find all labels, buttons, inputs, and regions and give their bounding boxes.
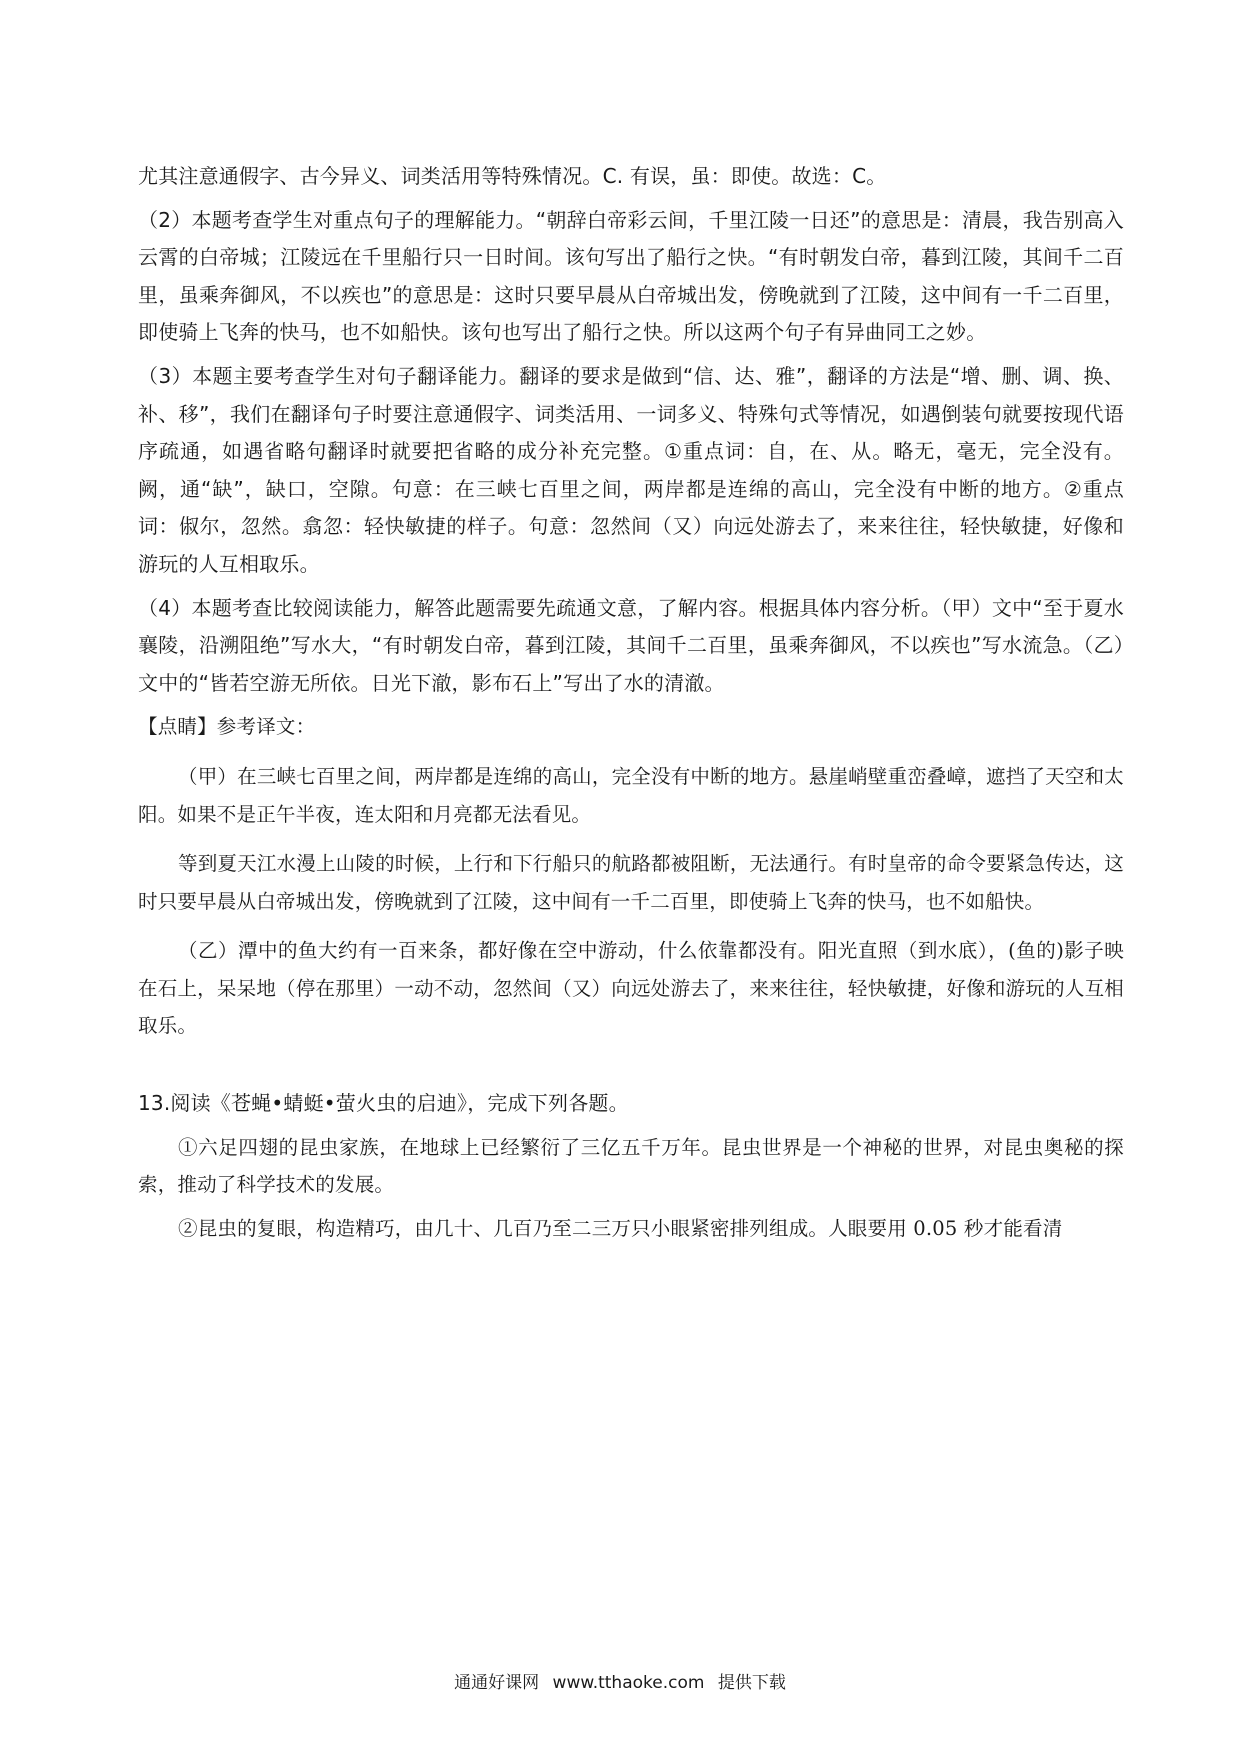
paragraph-translation-yi: （乙）潭中的鱼大约有一百来条，都好像在空中游动，什么依靠都没有。阳光直照（到水底），(鱼的)影子映在石上，呆呆地（停在那里）一动不动，忽然间（又）向远处游去了，来来往往，轻快敏捷，好像和游玩的人互相取乐。 xyxy=(138,939,1124,1038)
page-footer xyxy=(0,1668,1240,1693)
paragraph-answer-1-tail: 尤其注意通假字、古今异义、词类活用等特殊情况。C. 有误，虽：即使。故选：C。 xyxy=(138,164,887,188)
footer-site-name: 通通好课网 xyxy=(454,1673,540,1693)
document-body xyxy=(138,158,1124,1247)
question-13-title: 13.阅读《苍蝇•蜻蜓•萤火虫的启迪》，完成下列各题。 xyxy=(138,1091,629,1116)
paragraph-answer-4: （4）本题考查比较阅读能力，解答此题需要先疏通文意，了解内容。根据具体内容分析。（甲）文中“至于夏水襄陵，沿溯阻绝”写水大，“有时朝发白帝，暮到江陵，其间千二百里，虽乘奔御风，不以疾也”写水流急。（乙）文中的“皆若空游无所依。日光下澈，影布石上”写出了水的清澈。 xyxy=(138,595,1124,695)
paragraph-translation-jia-1: （甲）在三峡七百里之间，两岸都是连绵的高山，完全没有中断的地方。悬崖峭壁重峦叠嶂，遮挡了天空和太阳。如果不是正午半夜，连太阳和月亮都无法看见。 xyxy=(138,764,1124,826)
passage-paragraph-1: ①六足四翅的昆虫家族，在地球上已经繁衍了三亿五千万年。昆虫世界是一个神秘的世界，对昆虫奥秘的探索，推动了科学技术的发展。 xyxy=(138,1135,1124,1197)
paragraph-answer-3: （3）本题主要考查学生对句子翻译能力。翻译的要求是做到“信、达、雅”，翻译的方法是“增、删、调、换、补、移”，我们在翻译句子时要注意通假字、词类活用、一词多义、特殊句式等情况，如遇倒装句就要按现代语序疏通，如遇省略句翻译时就要把省略的成分补充完整。①重点词：自，在、从。略无，毫无，完全没有。阙，通“缺”，缺口，空隙。句意：在三峡七百里之间，两岸都是连绵的高山，完全没有中断的地方。②重点词：俶尔，忽然。翕忽：轻快敏捷的样子。句意：忽然间（又）向远处游去了，来来往往，轻快敏捷，好像和游玩的人互相取乐。 xyxy=(138,363,1124,576)
paragraph-dianjing-heading: 【点睛】参考译文： xyxy=(138,715,316,739)
paragraph-translation-jia-2: 等到夏天江水漫上山陵的时候，上行和下行船只的航路都被阻断，无法通行。有时皇帝的命令要紧急传达，这时只要早晨从白帝城出发，傍晚就到了江陵，这中间有一千二百里，即使骑上飞奔的快马，也不如船快。 xyxy=(138,852,1124,913)
footer-suffix: 提供下载 xyxy=(717,1673,786,1693)
paragraph-answer-2: （2）本题考查学生对重点句子的理解能力。“朝辞白帝彩云间，千里江陵一日还”的意思是：清晨，我告别高入云霄的白帝城；江陵远在千里船行只一日时间。该句写出了船行之快。“有时朝发白帝，暮到江陵，其间千二百里，虽乘奔御风，不以疾也”的意思是：这时只要早晨从白帝城出发，傍晚就到了江陵，这中间有一千二百里，即使骑上飞奔的快马，也不如船快。该句也写出了船行之快。所以这两个句子有异曲同工之妙。 xyxy=(138,207,1124,345)
passage-paragraph-2: ②昆虫的复眼，构造精巧，由几十、几百乃至二三万只小眼紧密排列组成。人眼要用 0.05 秒才能看清 xyxy=(178,1216,1063,1240)
footer-url[interactable]: www.tthaoke.com xyxy=(552,1673,705,1693)
